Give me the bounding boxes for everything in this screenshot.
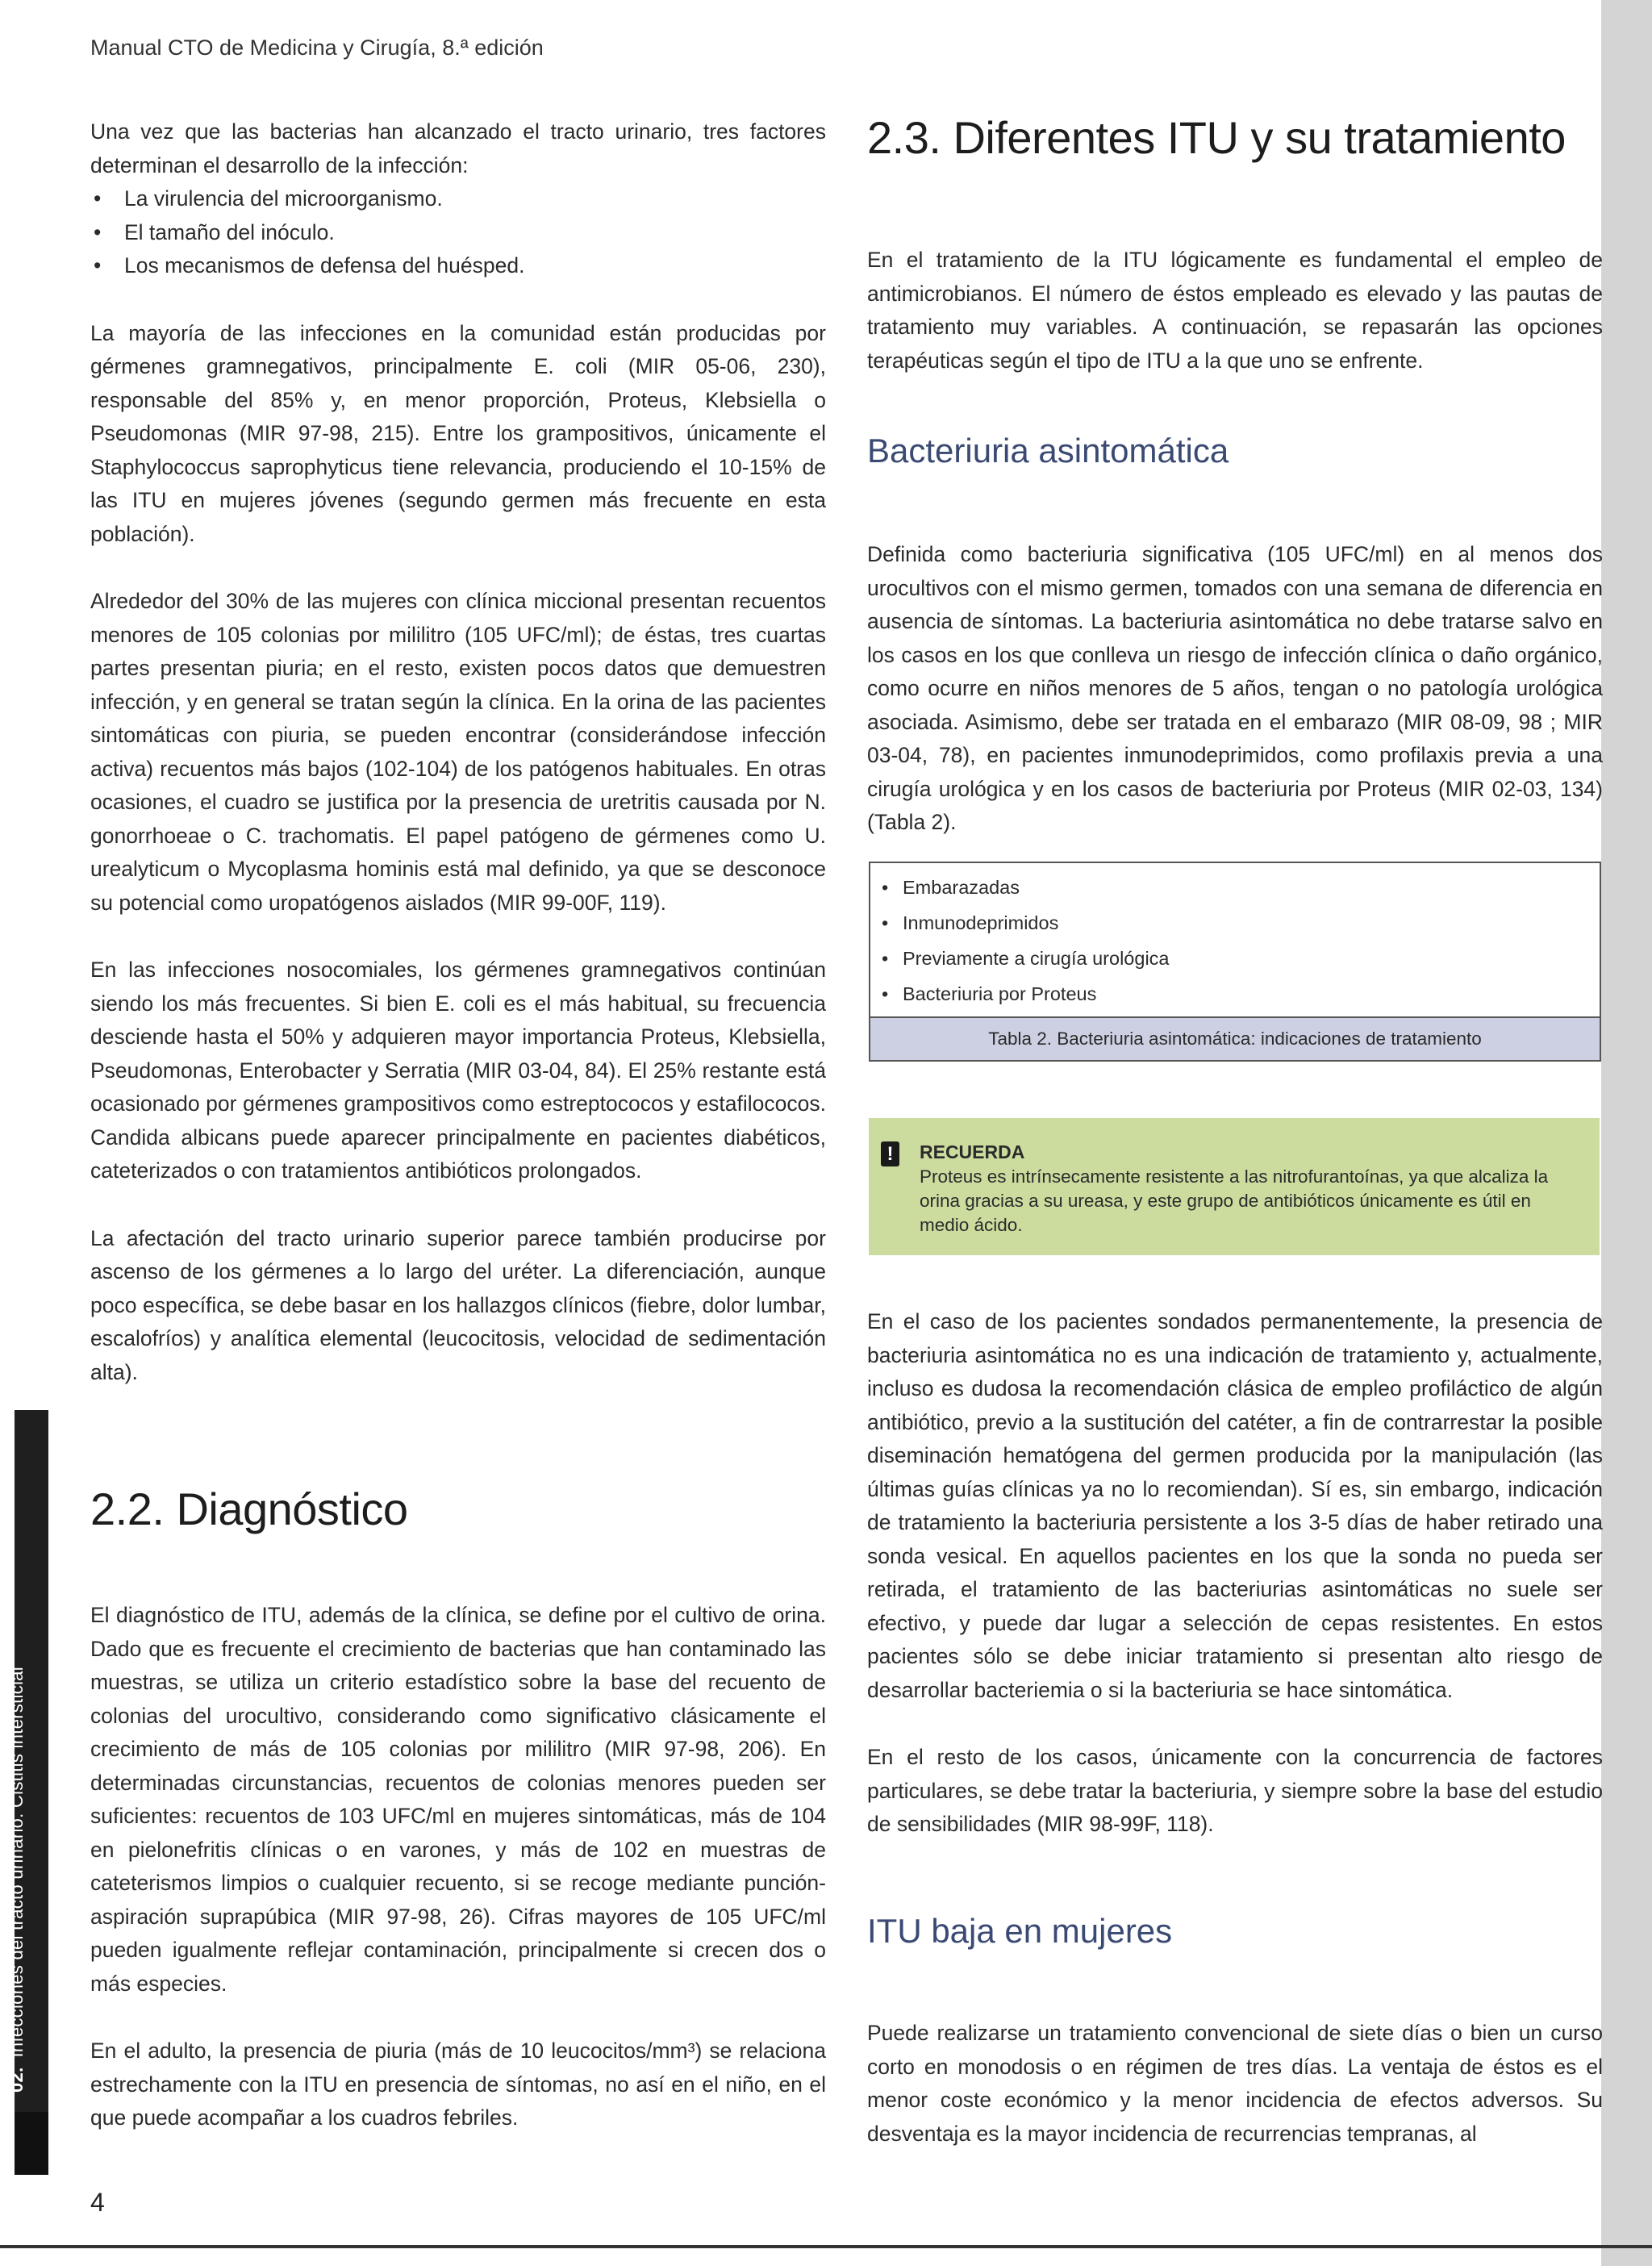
note-title: RECUERDA <box>920 1141 1025 1162</box>
table-row-text: Bacteriuria por Proteus <box>903 983 1097 1004</box>
exclamation-icon: ! <box>881 1141 899 1166</box>
bottom-rule <box>0 2245 1652 2248</box>
paragraph-community-infections: La mayoría de las infecciones en la comunidad están producidas por gérmenes gramnegativos, principalmente E. coli (MIR 05-06, 230), responsable del 85% y, en menor proporción, Proteus, Klebsiella o Pseudomonas (MIR 97-98, 215). Entre los grampositivos, únicamente el Staphylococcus saprophyticus tiene relevancia, produciendo el 10-15% de las ITU en mujeres jóvenes (segundo germen más frecuente en esta población). <box>90 320 826 546</box>
list-item: • Los mecanismos de defensa del huésped. <box>90 249 826 283</box>
chapter-number: 02. <box>6 2067 27 2093</box>
table-row: • Previamente a cirugía urológica <box>880 941 1169 976</box>
page-number: 4 <box>90 2188 105 2217</box>
paragraph-upper-tract: La afectación del tracto urinario superior parece también producirse por ascenso de los gérmenes a lo largo del uréter. La diferenciación, aunque poco específica, se debe basar en los hallazgos clínicos (fiebre, dolor lumbar, escalofríos) y analítica elemental (leucocitosis, velocidad de sedimentación alta). <box>90 1225 826 1384</box>
table-items <box>880 870 1169 1012</box>
paragraph-pyuria: En el adulto, la presencia de piuria (más de 10 leucocitos/mm³) se relaciona estrechamente con la ITU en presencia de síntomas, no así en el niño, en el que puede acompañar a los cuadros febriles. <box>90 2039 826 2130</box>
list-item: • La virulencia del microorganismo. <box>90 182 826 216</box>
intro-paragraph: Una vez que las bacterias han alcanzado el tracto urinario, tres factores determinan el desarrollo de la infección: <box>90 119 826 177</box>
right-column-bacteriuria <box>867 538 1603 874</box>
recuerda-note <box>869 1118 1600 1255</box>
paragraph-sensitivity: En el resto de los casos, únicamente con la concurrencia de factores particulares, se debe tratar la bacteriuria, y siempre sobre la base del estudio de sensibilidades (MIR 98-99F, 118). <box>867 1745 1603 1836</box>
note-text: Proteus es intrínsecamente resistente a las nitrofurantoínas, ya que alcaliza la orina gracias a su ureasa, y este grupo de antibióticos únicamente es útil en medio ácido. <box>920 1166 1549 1235</box>
table-row: • Inmunodeprimidos <box>880 905 1169 941</box>
paragraph-diagnosis: El diagnóstico de ITU, además de la clínica, se define por el cultivo de orina. Dado que es frecuente el crecimiento de bacterias que han contaminado las muestras, se utiliza un criterio estadístico sobre la base del recuento de colonias del urocultivo, considerando como significativo clásicamente el crecimiento de más de 105 colonias por mililitro (MIR 97-98, 206). En determinadas circunstancias, recuentos de colonias menores pueden ser suficientes: recuentos de 103 UFC/ml en mujeres sintomáticas, más de 104 en pielonefritis clínicas o en varones, y más de 102 en muestras de cateterismos limpios o cualquier recuento, si se recoge mediante punción-aspiración suprapúbica (MIR 97-98, 26). Cifras mayores de 105 UFC/ml pueden igualmente reflejar contaminación, principalmente si crecen dos o más especies. <box>90 1603 826 1996</box>
paragraph-itu-baja: Puede realizarse un tratamiento convencional de siete días o bien un curso corto en monodosis o en régimen de tres días. La ventaja de éstos es el menor coste económico y la menor incidencia de efectos adversos. Su desventaja es la mayor incidencia de recurrencias tempranas, al <box>867 2021 1603 2146</box>
paragraph-bacteriuria: Definida como bacteriuria significativa (105 UFC/ml) en al menos dos urocultivos con el mismo germen, tomados con una semana de diferencia en ausencia de síntomas. La bacteriuria asintomática no debe tratarse salvo en los casos en los que conlleva un riesgo de infección clínica o daño orgánico, como ocurre en niños menores de 5 años, tengan o no patología urológica asociada. Asimismo, debe ser tratada en el embarazo (MIR 08-09, 98 ; MIR 03-04, 78), en pacientes inmunodeprimidos, como profilaxis previa a una cirugía urológica y en los casos de bacteriuria por Proteus (MIR 02-03, 134) (Tabla 2). <box>867 542 1603 834</box>
side-tab-number-background <box>15 2112 48 2175</box>
subheading-itu-baja: ITU baja en mujeres <box>867 1912 1173 1950</box>
chapter-side-label <box>6 1667 27 2093</box>
left-column <box>90 115 826 1423</box>
section-heading-tratamiento: 2.3. Diferentes ITU y su tratamiento <box>867 112 1566 163</box>
paragraph-women-counts: Alrededor del 30% de las mujeres con clínica miccional presentan recuentos menores de 105 colonias por mililitro (105 UFC/ml); de éstas, tres cuartas partes presentan piuria; en el resto, existen pocos datos que demuestren infección, y en general se tratan según la clínica. En la orina de las pacientes sintomáticas con piuria, se pueden encontrar (considerándose infección activa) recuentos más bajos (102-104) de los patógenos habituales. En otras ocasiones, el cuadro se justifica por la presencia de uretritis causada por N. gonorrhoeae o C. trachomatis. El papel patógeno de gérmenes como U. urealyticum o Mycoplasma hominis está mal definido, ya que se desconoce su potencial como uropatógenos aislados (MIR 99-00F, 119). <box>90 589 826 915</box>
subheading-bacteriuria: Bacteriuria asintomática <box>867 432 1229 469</box>
left-column-diagnosis <box>90 1599 826 2169</box>
paragraph-catheter: En el caso de los pacientes sondados permanentemente, la presencia de bacteriuria asintomática no es una indicación de tratamiento y, actualmente, incluso es dudosa la recomendación clásica de empleo profiláctico de algún antibiótico, previo a la sustitución del catéter, a fin de contrarrestar la posible diseminación hematógena del germen producida por la manipulación (las últimas guías clínicas ya no lo recomiendan). Sí es, sin embargo, indicación de tratamiento la bacteriuria persistente a los 3-5 días de haber retirado una sonda vesical. En aquellos pacientes en los que la sonda no pueda ser retirada, el tratamiento de las bacteriurias asintomáticas no suele ser efectivo, y puede dar lugar a selección de cepas resistentes. En estos pacientes sólo se debe iniciar tratamiento si presentan alto riesgo de desarrollar bacteriemia o si la bacteriuria se hace sintomática. <box>867 1309 1603 1702</box>
list-item: • El tamaño del inóculo. <box>90 216 826 250</box>
table-caption: Tabla 2. Bacteriuria asintomática: indicaciones de tratamiento <box>870 1016 1600 1060</box>
section-heading-diagnostico: 2.2. Diagnóstico <box>90 1484 408 1534</box>
chapter-title: Infecciones del tracto urinario. Cistitis intersticial <box>6 1667 27 2058</box>
paragraph-nosocomial: En las infecciones nosocomiales, los gérmenes gramnegativos continúan siendo los más frecuentes. Si bien E. coli es el más habitual, su frecuencia desciende hasta el 50% y adquieren mayor importancia Proteus, Klebsiella, Pseudomonas, Enterobacter y Serratia (MIR 03-04, 84). El 25% restante está ocasionado por gérmenes grampositivos como estreptococos y estafilococos. Candida albicans puede aparecer principalmente en pacientes diabéticos, cateterizados o con tratamientos antibióticos prolongados. <box>90 958 826 1183</box>
right-column-catheter <box>867 1305 1603 1876</box>
paragraph-treatment-intro: En el tratamiento de la ITU lógicamente es fundamental el empleo de antimicrobianos. El número de éstos empleado es elevado y las pautas de tratamiento muy variables. A continuación, se repasarán las opciones terapéuticas según el tipo de ITU a la que uno se enfrente. <box>867 248 1603 373</box>
right-column-itu-baja <box>867 2017 1603 2185</box>
table-row: • Embarazadas <box>880 870 1169 905</box>
table-2 <box>869 862 1601 1062</box>
table-row <box>880 976 1169 1012</box>
page-edge-band <box>1601 0 1652 2266</box>
running-header: Manual CTO de Medicina y Cirugía, 8.ª edición <box>90 35 544 60</box>
right-column-intro <box>867 244 1603 411</box>
factors-list <box>90 182 826 283</box>
